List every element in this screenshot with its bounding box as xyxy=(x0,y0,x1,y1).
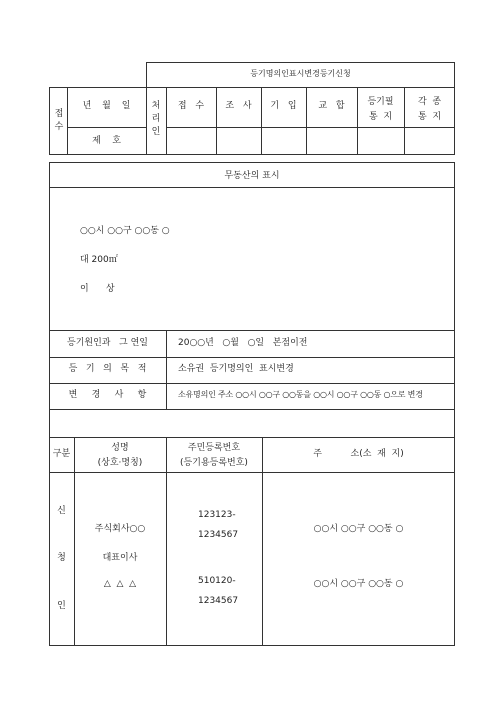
property-header: 무동산의 표시 xyxy=(224,171,280,181)
applicant-side-label-1: 신 xyxy=(57,506,66,516)
processor-label: 처 리 인 xyxy=(151,101,161,137)
applicant-representative-name: △ △ △ xyxy=(103,579,137,589)
applicant-id-2-part1: 510120- xyxy=(198,576,236,586)
field-value-cause-date: 20○○년 ○월 ○일 본점이전 xyxy=(178,338,308,348)
applicant-side-label-3: 인 xyxy=(57,601,66,611)
applicant-header-address: 주 소(소 재 지) xyxy=(313,449,404,459)
field-label-cause-date: 등기원인과 그 연일 xyxy=(67,338,148,348)
field-label-purpose: 등 기 의 목 적 xyxy=(68,364,147,374)
processor-col-check: 교 합 xyxy=(318,101,345,111)
document-title: 등기명의인표시변경등기신청 xyxy=(250,69,351,78)
processor-col-reception: 접 수 xyxy=(177,101,205,111)
reception-label: 접 수 xyxy=(54,109,64,132)
applicant-id-1-part1: 123123- xyxy=(198,510,236,520)
applicant-header-name: 성명 (상호·명칭) xyxy=(97,443,143,468)
applicant-company-name: 주식회사○○ xyxy=(94,524,146,534)
applicant-address-2: ○○시 ○○구 ○○동 ○ xyxy=(313,579,404,589)
applicant-id-2-part2: 1234567 xyxy=(198,596,239,606)
processor-col-completion-notice: 등기필 통 지 xyxy=(367,97,394,122)
field-value-changes: 소유명의인 주소 ○○시 ○○구 ○○동을 ○○시 ○○구 ○○동 ○으로 변경 xyxy=(178,390,423,399)
field-label-changes: 변 경 사 항 xyxy=(68,390,147,400)
processor-col-review: 조 사 xyxy=(225,101,252,111)
processor-col-entry: 기 입 xyxy=(270,101,297,111)
reception-number-label: 제 호 xyxy=(92,136,121,146)
applicant-representative-title: 대표이사 xyxy=(102,553,138,563)
property-location: ○○시 ○○구 ○○동 ○ xyxy=(80,226,170,236)
applicant-address-1: ○○시 ○○구 ○○동 ○ xyxy=(313,524,404,534)
applicant-side-label-2: 청 xyxy=(57,553,66,563)
field-value-purpose: 소유권 등기명의인 표시변경 xyxy=(178,364,294,374)
reception-date-label: 년 월 일 xyxy=(82,101,131,111)
applicant-header-id: 주민등록번호 (등기용등록번호) xyxy=(180,443,248,468)
applicant-header-type: 구분 xyxy=(52,449,71,459)
processor-col-various-notice: 각 종 통 지 xyxy=(417,97,442,122)
property-end-marker: 이 상 xyxy=(80,284,115,294)
applicant-id-1-part2: 1234567 xyxy=(198,530,239,540)
property-land-area: 대 200㎡ xyxy=(80,255,118,265)
